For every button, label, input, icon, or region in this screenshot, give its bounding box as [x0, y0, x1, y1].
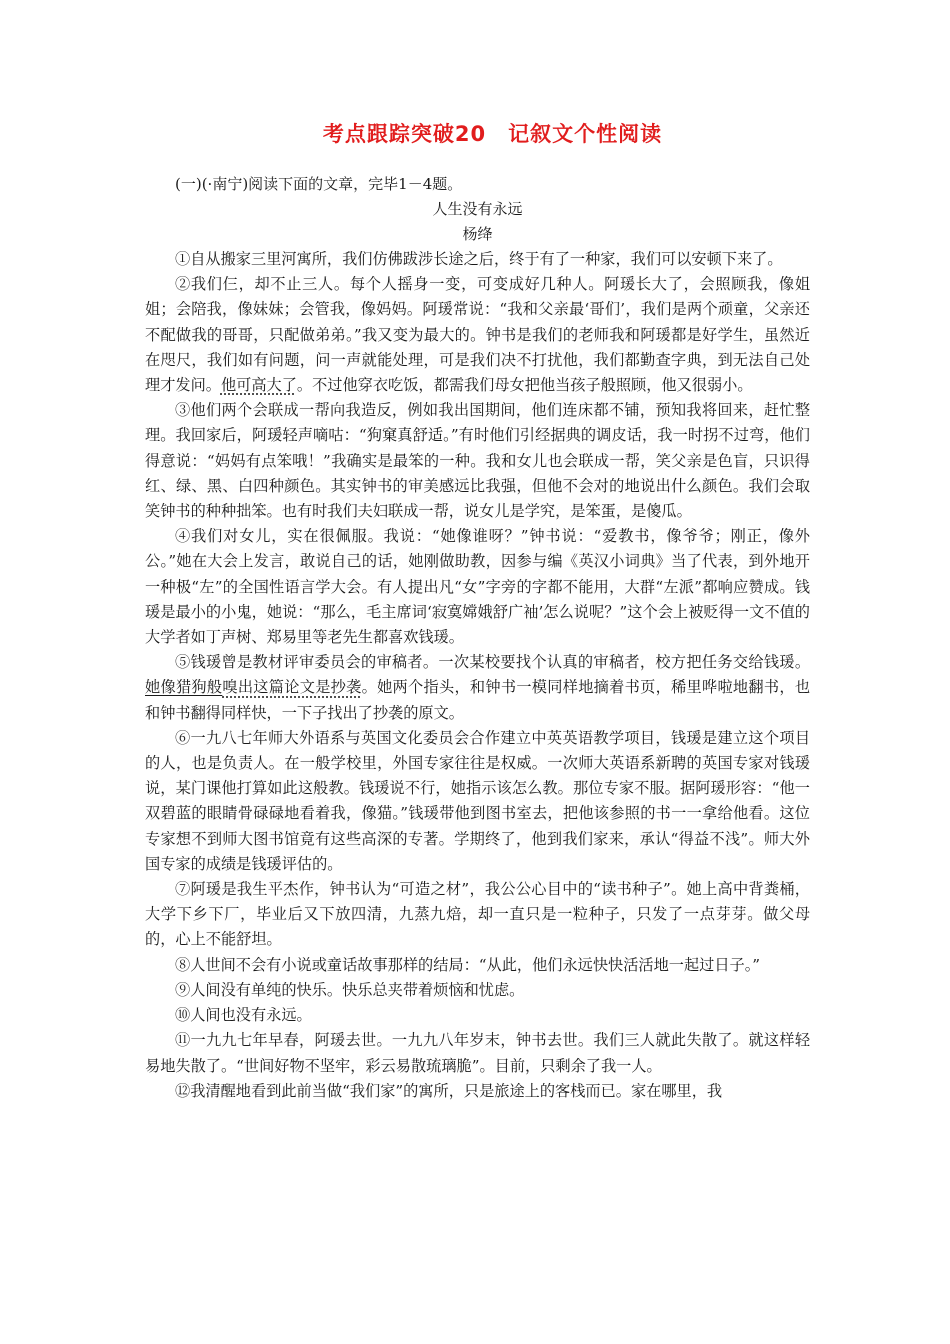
paragraph-4: ④我们对女儿，实在很佩服。我说：“她像谁呀？”钟书说：“爱教书，像爷爷；刚正，像外公。”她在大会上发言，敢说自己的话，她刚做助教，因参与编《英汉小词典》当了代表，到外地开一种极“左”的全国性语言学大会。有人提出凡“女”字旁的字都不能用，大群“左派”都响应赞成。钱瑗是最小的小鬼，她说：“那么，毛主席词‘寂寞嫦娥舒广袖’怎么说呢？”这个会上被贬得一文不值的大学者如丁声树、郑易里等老先生都喜欢钱瑗。: [145, 527, 810, 647]
paragraph-11: ⑪一九九七年早春，阿瑗去世。一九九八年岁末，钟书去世。我们三人就此失散了。就这样轻易地失散了。“世间好物不坚牢，彩云易散琉璃脆”。目前，只剩余了我一人。: [145, 1031, 810, 1075]
paragraph-5-tail: 。她两个指头，和钟书一模同样地摘着书页，稀里哗啦地翻书，也和钟书翻得同样快，一下子找出了抄袭的原文。: [145, 678, 811, 722]
paragraph-6: ⑥一九八七年师大外语系与英国文化委员会合作建立中英英语教学项目，钱瑗是建立这个项目的人，也是负责人。在一般学校里，外国专家往往是权威。一次师大英语系新聘的英国专家对钱瑗说，某门课他打算如此这般教。钱瑗说不行，她指示该怎么教。那位专家不服。据阿瑗形容：“他一双碧蓝的眼睛骨碌碌地看着我，像猫。”钱瑗带他到图书室去，把他该参照的书一一拿给他看。这位专家想不到师大图书馆竟有这些高深的专著。学期终了，他到我们家来，承认“得益不浅”。师大外国专家的成绩是钱瑗评估的。: [145, 728, 810, 873]
paragraph-5: [145, 650, 810, 726]
paragraph-5-marked-phrase: 嗅出这篇论文是抄袭: [222, 678, 362, 697]
paragraph-5-text: ⑤钱瑗曾是教材评审委员会的审稿者。一次某校要找个认真的审稿者，校方把任务交给钱瑗。: [175, 653, 810, 672]
paragraph-9: ⑨人间没有单纯的快乐。快乐总夹带着烦恼和忧虑。: [175, 980, 525, 999]
paragraph-3: ③他们两个会联成一帮向我造反，例如我出国期间，他们连床都不铺，预知我将回来，赶忙整理。我回家后，阿瑗轻声嘀咕：“狗窠真舒适。”有时他们引经据典的调皮话，我一时拐不过弯，他们得意说：“妈妈有点笨哦！”我确实是最笨的一种。我和女儿也会联成一帮，笑父亲是色盲，只识得红、绿、黑、白四种颜色。其实钟书的审美感远比我强，但他不会对的地说出什么颜色。我们会取笑钟书的种种拙笨。也有时我们夫妇联成一帮，说女儿是学究，是笨蛋，是傻瓜。: [145, 401, 810, 521]
paragraph-2-tail: 。不过他穿衣吃饭，都需我们母女把他当孩子般照顾，他又很弱小。: [296, 376, 753, 395]
article-author: 杨绛: [462, 225, 493, 243]
paragraph-1: ①自从搬家三里河寓所，我们仿佛跋涉长途之后，终于有了一种家，我们可以安顿下来了。: [175, 250, 783, 268]
question-intro: (一)(·南宁)阅读下面的文章，完毕1－4题。: [175, 175, 463, 193]
document-page: [145, 118, 810, 1104]
paragraph-10: ⑩人间也没有永远。: [175, 1006, 312, 1025]
article-title: 人生没有永远: [432, 200, 523, 218]
paragraph-2-marked-phrase: 他可高大了: [220, 376, 297, 395]
paragraph-2-text: ②我们仨，却不止三人。每个人摇身一变，可变成好几种人。阿瑗长大了，会照顾我，像姐姐；会陪我，像妹妹；会管我，像妈妈。阿瑗常说：“我和父亲最‘哥们’，我们是两个顽童，父亲还不配做我的哥哥，只配做弟弟。”我又变为最大的。钟书是我们的老师我和阿瑗都是好学生，虽然近在咫尺，我们如有问题，问一声就能处理，可是我们决不打扰他，我们都勤查字典，到无法自己处理才发问。: [145, 275, 810, 395]
paragraph-5-underlined-phrase: 她像猎狗般: [145, 678, 223, 697]
paragraph-8: ⑧人世间不会有小说或童话故事那样的结局：“从此，他们永远快快活活地一起过日子。”: [175, 955, 761, 974]
paragraph-12: ⑫我清醒地看到此前当做“我们家”的寓所，只是旅途上的客栈而已。家在哪里，我: [175, 1081, 723, 1100]
document-title: 考点跟踪突破20 记叙文个性阅读: [322, 122, 663, 146]
paragraph-7: ⑦阿瑗是我生平杰作，钟书认为“可造之材”，我公公心目中的“读书种子”。她上高中背粪桶，大学下乡下厂，毕业后又下放四清，九蒸九焙，却一直只是一粒种子，只发了一点芽芽。做父母的，心上不能舒坦。: [145, 880, 810, 949]
paragraph-2: [145, 272, 810, 398]
